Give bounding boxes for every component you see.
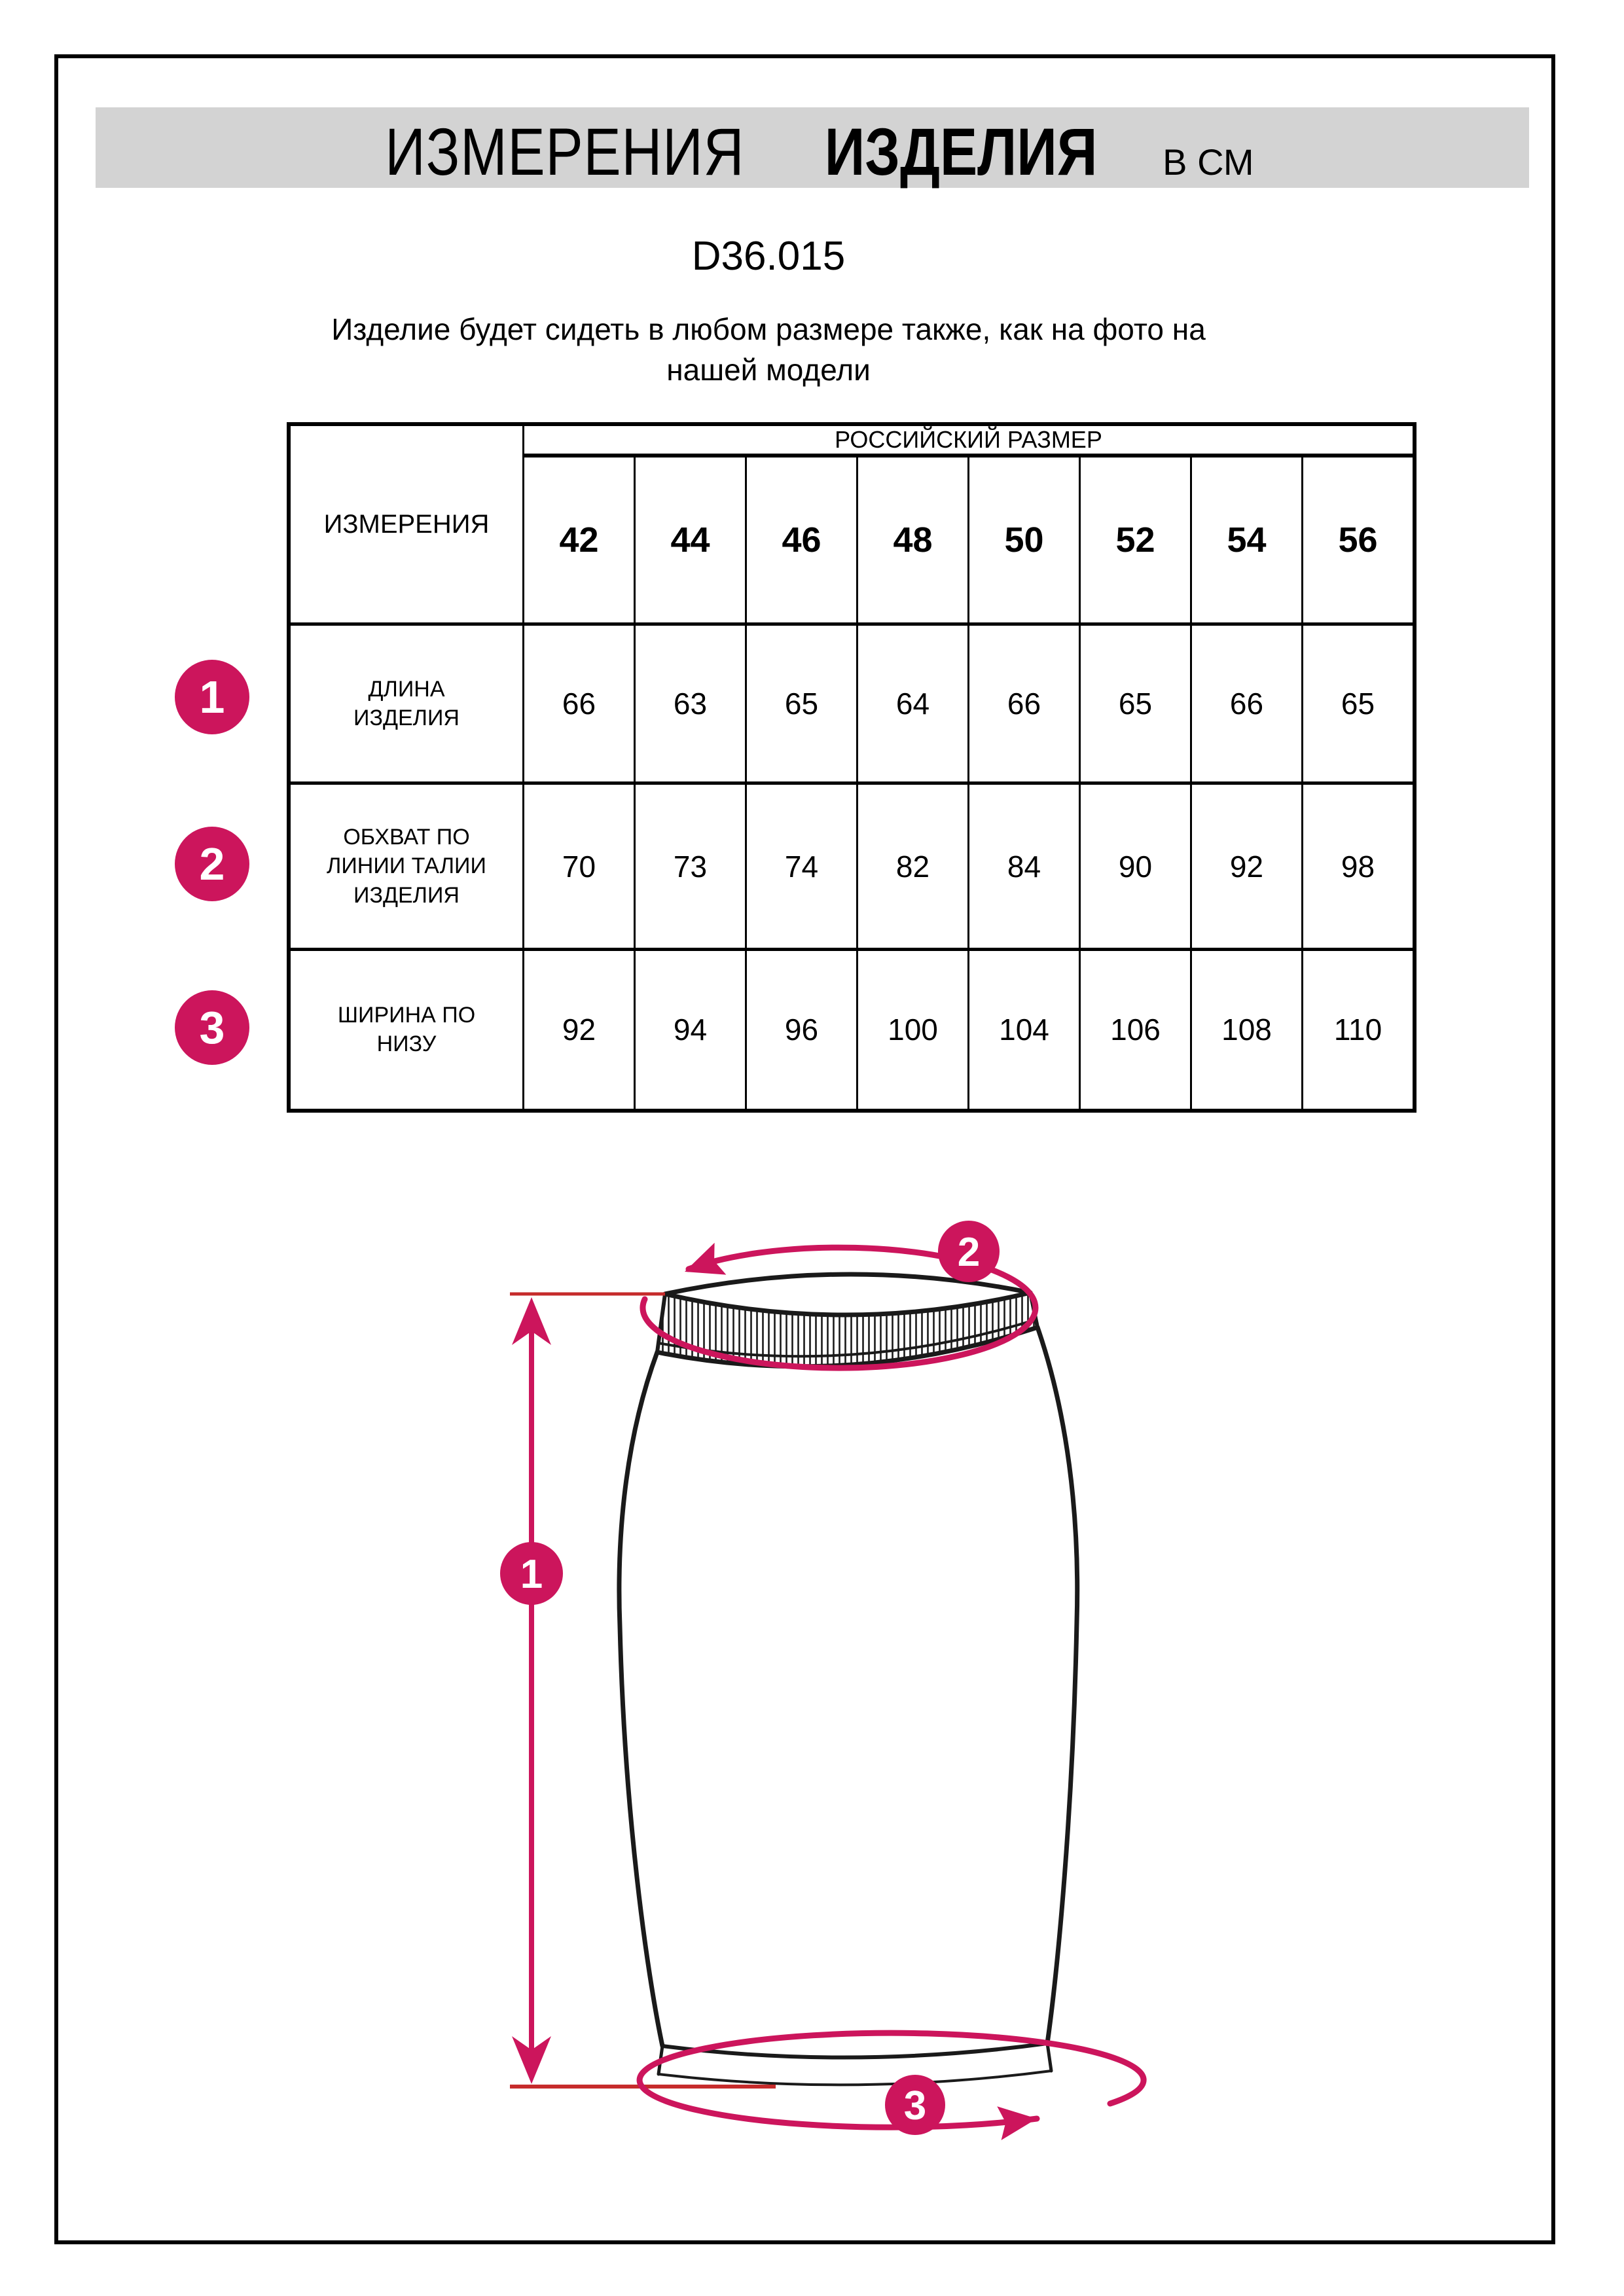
size-col-44: 44 (635, 456, 746, 624)
value-row3-size56: 110 (1303, 950, 1415, 1111)
value-row3-size50: 104 (969, 950, 1080, 1111)
value-row1-size52: 65 (1080, 624, 1191, 783)
size-col-52: 52 (1080, 456, 1191, 624)
skirt-outline (619, 1274, 1077, 2085)
size-table-body (289, 424, 1415, 1111)
row-label-1 (289, 624, 524, 783)
value-row3-size48: 100 (857, 950, 969, 1111)
svg-text:1: 1 (520, 1552, 543, 1597)
row-badge-3: 3 (175, 990, 249, 1065)
row-label-line: ИЗДЕЛИЯ (353, 882, 460, 908)
row-badge-2: 2 (175, 827, 249, 901)
value-row1-size56: 65 (1303, 624, 1415, 783)
value-row1-size50: 66 (969, 624, 1080, 783)
value-row2-size48: 82 (857, 783, 969, 950)
size-col-46: 46 (746, 456, 857, 624)
title-measurements: ИЗМЕРЕНИЯ (385, 115, 745, 189)
value-row2-size44: 73 (635, 783, 746, 950)
value-row1-size46: 65 (746, 624, 857, 783)
value-row3-size46: 96 (746, 950, 857, 1111)
row-label-line: ОБХВАТ ПО (343, 825, 470, 850)
row-label-3 (289, 950, 524, 1111)
fit-note (54, 309, 1483, 390)
diagram-badge-3 (885, 2075, 945, 2135)
title-unit: В СМ (1163, 141, 1254, 183)
row-label-line: ШИРИНА ПО (337, 1003, 476, 1028)
row-label-line: ИЗДЕЛИЯ (353, 706, 460, 730)
size-table (287, 422, 1416, 1113)
row-label-line: НИЗУ (376, 1031, 437, 1057)
value-row2-size52: 90 (1080, 783, 1191, 950)
row-label-line: ДЛИНА (368, 676, 445, 702)
size-col-54: 54 (1191, 456, 1303, 624)
row-label-2 (289, 783, 524, 950)
measurements-column-header: ИЗМЕРЕНИЯ (289, 424, 524, 624)
size-col-56: 56 (1303, 456, 1415, 624)
size-col-50: 50 (969, 456, 1080, 624)
value-row2-size50: 84 (969, 783, 1080, 950)
skirt-diagram (458, 1198, 1165, 2186)
svg-text:2: 2 (957, 1230, 981, 1275)
value-row3-size42: 92 (524, 950, 635, 1111)
value-row3-size54: 108 (1191, 950, 1303, 1111)
row-badge-1: 1 (175, 660, 249, 734)
title-bar (96, 107, 1529, 188)
size-col-42: 42 (524, 456, 635, 624)
value-row2-size42: 70 (524, 783, 635, 950)
product-code: D36.015 (691, 234, 846, 279)
value-row1-size48: 64 (857, 624, 969, 783)
value-row3-size44: 94 (635, 950, 746, 1111)
size-col-48: 48 (857, 456, 969, 624)
value-row2-size56: 98 (1303, 783, 1415, 950)
diagram-badge-1 (500, 1542, 563, 1605)
row-label-line: ЛИНИИ ТАЛИИ (327, 853, 486, 879)
fit-note-line1: Изделие будет сидеть в любом размере также, как на фото на (331, 312, 1206, 346)
value-row2-size46: 74 (746, 783, 857, 950)
svg-text:3: 3 (903, 2083, 927, 2128)
value-row2-size54: 92 (1191, 783, 1303, 950)
value-row1-size54: 66 (1191, 624, 1303, 783)
title-product: ИЗДЕЛИЯ (824, 115, 1098, 189)
value-row1-size42: 66 (524, 624, 635, 783)
length-dimension-arrow (512, 1297, 551, 2084)
fit-note-line2: нашей модели (666, 353, 871, 387)
value-row1-size44: 63 (635, 624, 746, 783)
diagram-badge-2 (938, 1221, 1000, 1282)
russian-size-header: РОССИЙСКИЙ РАЗМЕР (524, 424, 1415, 456)
value-row3-size52: 106 (1080, 950, 1191, 1111)
